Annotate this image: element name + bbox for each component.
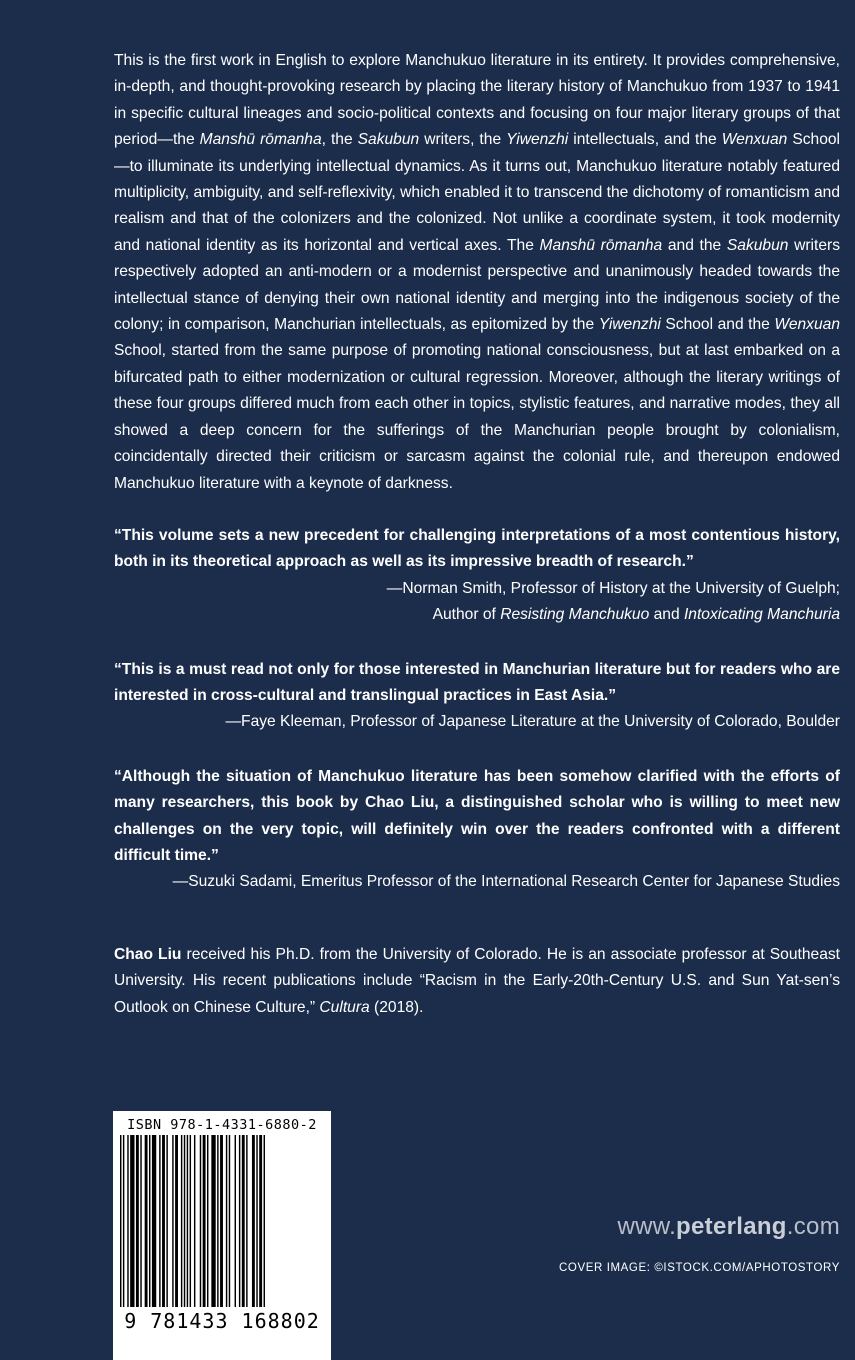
blurb-italic: Yiwenzhi	[506, 131, 569, 149]
blurb-text: and the	[662, 236, 727, 254]
isbn-label: ISBN 978-1-4331-6880-2	[127, 1117, 317, 1133]
bio-text: received his Ph.D. from the University of Colorado. He is an associate professor at Southeast University. His recent publications include “Racism in the Early-20th-Century U.S. and Sun Yat-sen’s Outlook on Chinese Culture,”	[114, 945, 841, 1016]
isbn-barcode	[113, 1111, 331, 1360]
blurb-italic: Yiwenzhi	[598, 316, 661, 334]
cover-image-credit: COVER IMAGE: ©ISTOCK.COM/APHOTOSTORY	[559, 1262, 840, 1274]
attribution-text: Author of	[432, 606, 501, 624]
blurb-italic: Wenxuan	[774, 316, 840, 334]
barcode-bar	[166, 1135, 167, 1307]
endorsement-smith	[114, 523, 840, 629]
barcode-bar	[256, 1135, 257, 1307]
blurb-italic: Wenxuan	[721, 131, 788, 149]
barcode-bar	[172, 1135, 173, 1307]
barcode-bar	[239, 1135, 240, 1307]
barcode-bar	[226, 1135, 227, 1307]
endorsement-quote: “This is a must read not only for those interested in Manchurian literature but for readers who are interested in cross-cultural and translingual practices in East Asia.”	[114, 660, 840, 704]
barcode-bar	[136, 1135, 139, 1307]
journal-title: Cultura	[319, 998, 370, 1016]
barcode-bar	[159, 1135, 160, 1307]
barcode-bar	[152, 1135, 156, 1307]
book-title: Intoxicating Manchuria	[683, 606, 840, 624]
blurb-italic: Manshū rōmanha	[539, 236, 663, 254]
author-bio	[114, 942, 840, 1021]
barcode-bar	[235, 1135, 236, 1307]
publisher-website	[618, 1213, 841, 1241]
blurb-text: School and the	[660, 316, 775, 334]
barcode-bar	[181, 1135, 182, 1307]
endorsement-attribution: —Suzuki Sadami, Emeritus Professor of the International Research Center for Japanese Studies	[172, 873, 840, 891]
back-cover-text	[114, 48, 840, 1021]
blurb-italic: Manshū rōmanha	[199, 131, 322, 149]
barcode-bar	[123, 1135, 124, 1307]
barcode-bar	[130, 1135, 134, 1307]
endorsement-attribution: —Faye Kleeman, Professor of Japanese Literature at the University of Colorado, Boulder	[225, 713, 840, 731]
book-title: Resisting Manchukuo	[500, 606, 650, 624]
book-description	[114, 48, 840, 497]
barcode-bar	[220, 1135, 223, 1307]
barcode-bar	[259, 1135, 262, 1307]
barcode-bar	[229, 1135, 230, 1307]
isbn-digits: 9 781433 168802	[124, 1309, 320, 1333]
barcode-bar	[211, 1135, 215, 1307]
barcode-bar	[242, 1135, 245, 1307]
attribution-text: and	[649, 606, 684, 624]
endorsement-quote: “This volume sets a new precedent for challenging interpretations of a most contentious history, both in its theoretical approach as well as its impressive breadth of research.”	[114, 526, 840, 571]
blurb-text: writers, the	[419, 131, 507, 149]
barcode-bar	[194, 1135, 195, 1307]
blurb-text: writers respectively adopted an anti-modern or a modernist perspective and unanimously headed towards the intellectual stance of denying their own national identity and merging into the indigenous society of the colony; in comparison, Manchurian intellectuals, as epitomized by the	[114, 236, 841, 334]
blurb-text: , the	[321, 131, 358, 149]
barcode-bar	[252, 1135, 255, 1307]
barcode-bar	[184, 1135, 185, 1307]
barcode-bar	[145, 1135, 148, 1307]
blurb-text: This is the first work in English to explore Manchukuo literature in its entirety. It provides comprehensive, in-depth, and thought-provoking research by placing the literary history of Manchukuo from 1937 to 1941 in specific cultural lineages and socio-political contexts and focusing on four major literary groups of that period—the	[114, 52, 840, 149]
endorsement-attribution	[114, 602, 840, 628]
barcode-bar	[207, 1135, 208, 1307]
endorsement-attribution: —Norman Smith, Professor of History at the University of Guelph;	[386, 579, 840, 597]
website-brand: peterlang	[676, 1213, 787, 1240]
author-name: Chao Liu	[114, 945, 182, 963]
blurb-text: School, started from the same purpose of promoting national consciousness, but at last embarked on a bifurcated path to either modernization or cultural regression. Moreover, although the literary writings of these four groups differed much from each other in topics, stylistic features, and narrative modes, they all showed a deep concern for the sufferings of the Manchurian people brought by colonialism, coincidentally directed their criticism or sarcasm against the colonial rule, and thereupon endowed Manchukuo literature with a keynote of darkness.	[114, 342, 840, 492]
barcode-bar	[203, 1135, 206, 1307]
bio-text: (2018).	[369, 998, 424, 1016]
barcode-bar	[149, 1135, 150, 1307]
barcode-bar	[190, 1135, 191, 1307]
barcode-bars	[120, 1135, 324, 1307]
endorsement-kleeman	[114, 657, 840, 736]
barcode-bar	[264, 1135, 265, 1307]
barcode-bar	[127, 1135, 128, 1307]
barcode-bar	[200, 1135, 201, 1307]
barcode-bar	[187, 1135, 188, 1307]
website-tld: .com	[786, 1213, 840, 1240]
barcode-bar	[217, 1135, 218, 1307]
barcode-bar	[120, 1135, 121, 1307]
barcode-bar	[162, 1135, 165, 1307]
endorsement-quote: “Although the situation of Manchukuo literature has been somehow clarified with the efforts of many researchers, this book by Chao Liu, a distinguished scholar who is willing to meet new challenges on the very topic, will definitely win over the readers confronted with a different difficult time.”	[114, 767, 840, 864]
blurb-text: School—to illuminate its underlying intellectual dynamics. As it turns out, Manchukuo literature notably featured multiplicity, ambiguity, and self-reflexivity, which enabled it to transcend the dichotomy of romanticism and realism and that of the colonizers and the colonized. Not unlike a coordinate system, it took modernity and national identity as its horizontal and vertical axes. The	[114, 131, 841, 254]
blurb-italic: Sakubun	[726, 236, 789, 254]
barcode-bar	[175, 1135, 178, 1307]
barcode-bar	[246, 1135, 247, 1307]
barcode-bar	[140, 1135, 141, 1307]
blurb-italic: Sakubun	[357, 131, 420, 149]
website-prefix: www.	[617, 1213, 677, 1240]
endorsement-suzuki	[114, 764, 840, 896]
blurb-text: intellectuals, and the	[568, 131, 722, 149]
